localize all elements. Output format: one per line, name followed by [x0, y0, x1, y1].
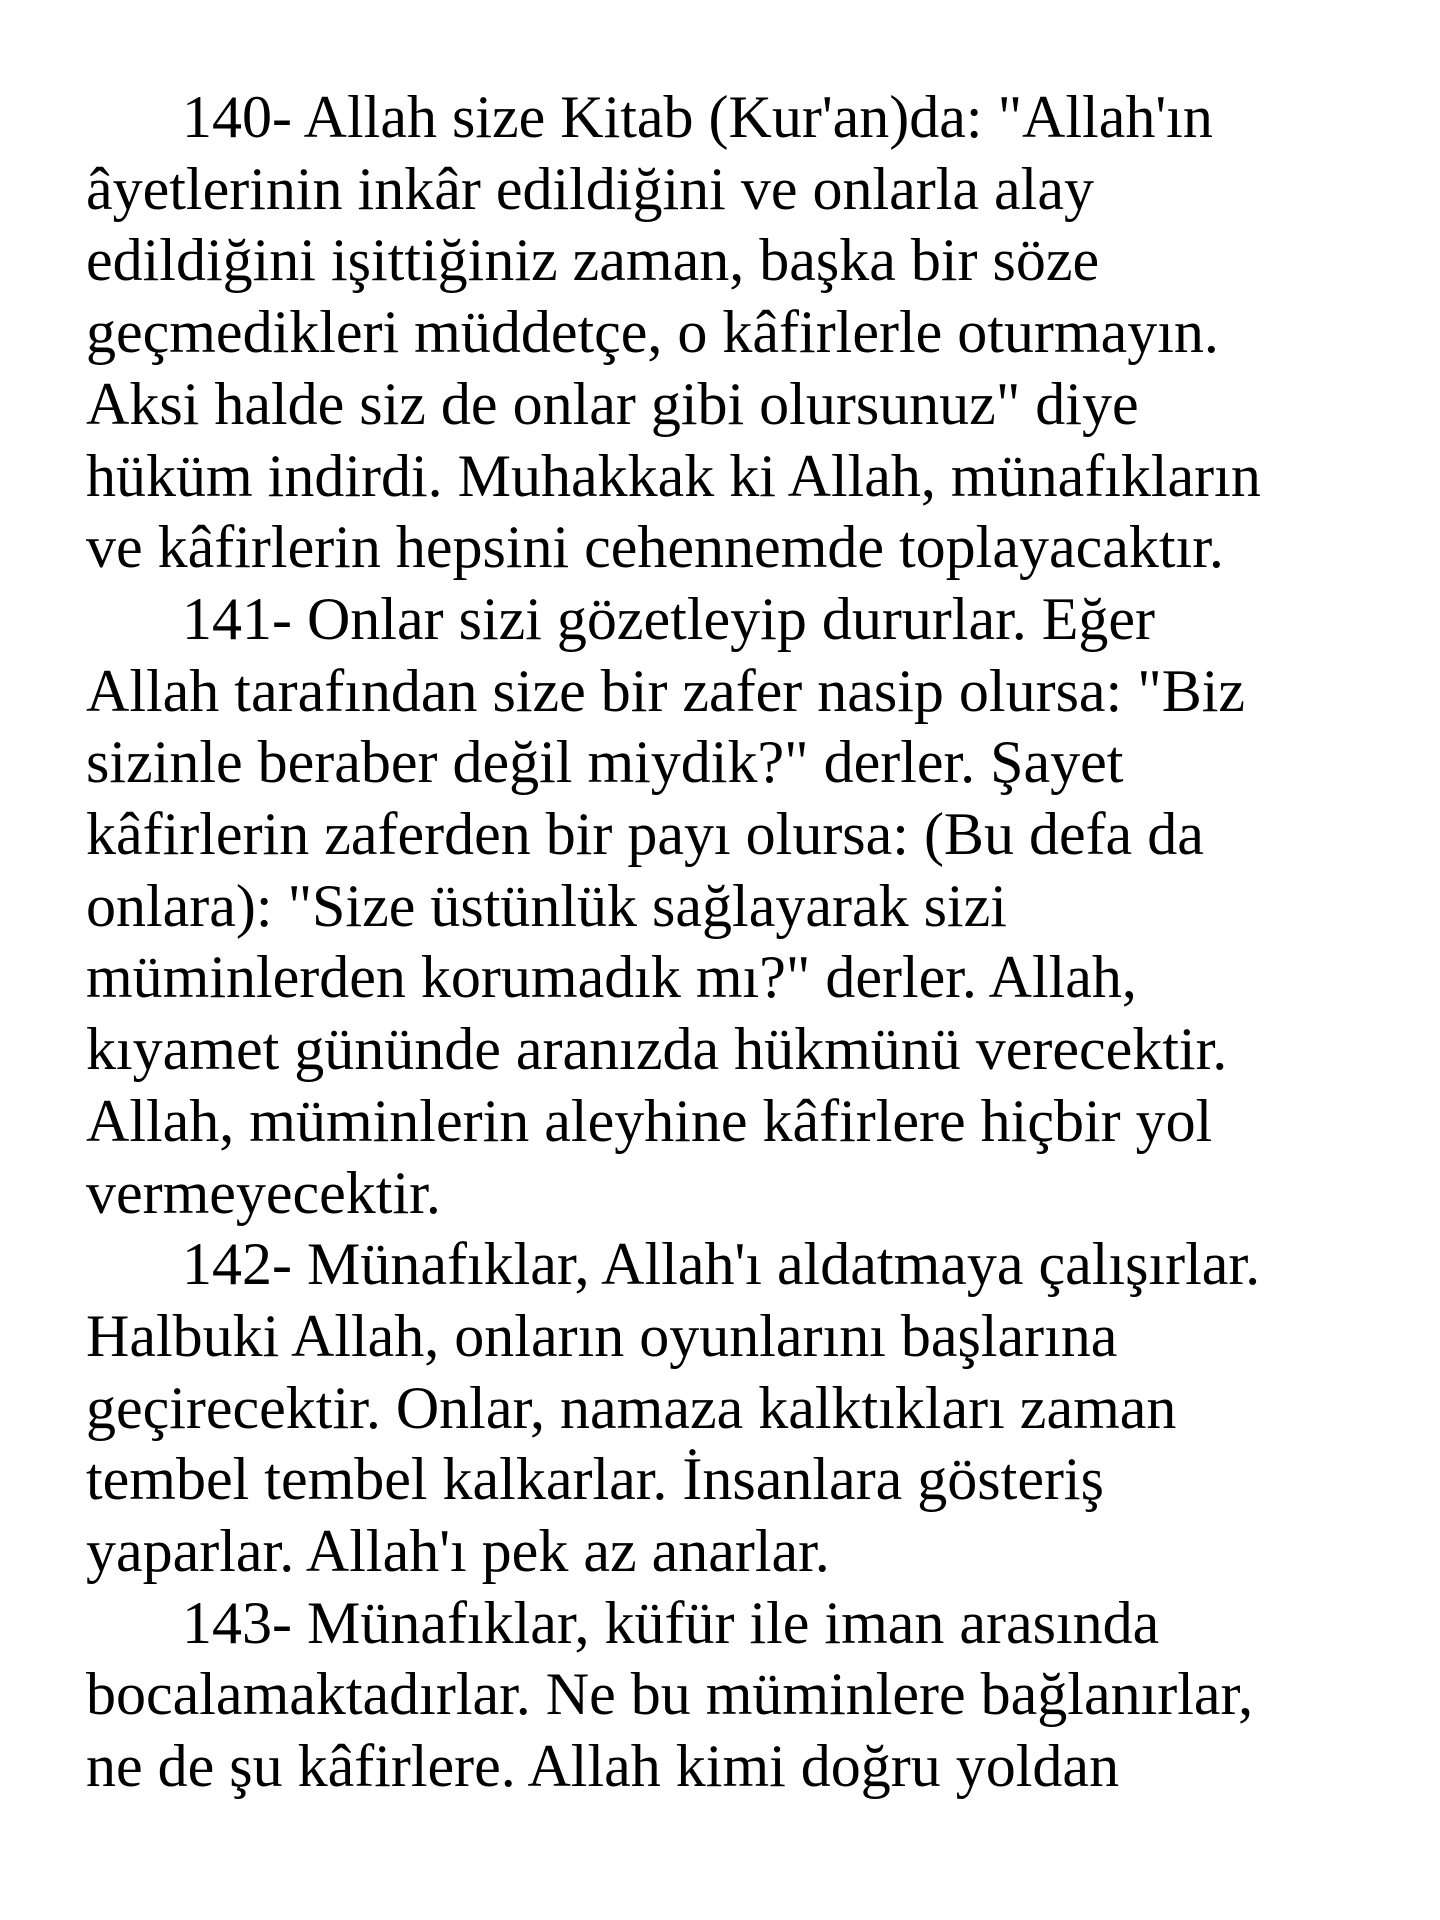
- text-line: müminlerden korumadık mı?" derler. Allah,: [86, 944, 1137, 1011]
- text-line: 141- Onlar sizi gözetleyip dururlar. Eğer: [182, 585, 1156, 652]
- text-line: âyetlerinin inkâr edildiğini ve onlarla alay: [86, 155, 1094, 222]
- text-line: 142- Münafıklar, Allah'ı aldatmaya çalışırlar.: [182, 1231, 1261, 1298]
- text-line: sizinle beraber değil miydik?" derler. Şayet: [86, 729, 1124, 796]
- text-line: edildiğini işittiğiniz zaman, başka bir söze: [86, 227, 1100, 294]
- text-line: hüküm indirdi. Muhakkak ki Allah, münafıkların: [86, 442, 1261, 509]
- verse-140: [86, 82, 1406, 584]
- text-line: onlara): "Size üstünlük sağlayarak sizi: [86, 872, 1007, 939]
- text-line: Allah tarafından size bir zafer nasip olursa: "Biz: [86, 657, 1246, 724]
- text-line: geçirecektir. Onlar, namaza kalktıkları zaman: [86, 1374, 1177, 1441]
- document-page: [86, 82, 1406, 1803]
- text-line: geçmedikleri müddetçe, o kâfirlerle oturmayın.: [86, 299, 1219, 366]
- text-line: yaparlar. Allah'ı pek az anarlar.: [86, 1518, 830, 1585]
- text-line: Allah, müminlerin aleyhine kâfirlere hiçbir yol: [86, 1087, 1213, 1154]
- text-line: kıyamet gününde aranızda hükmünü verecektir.: [86, 1016, 1228, 1083]
- verse-143: [86, 1588, 1406, 1803]
- text-line: tembel tembel kalkarlar. İnsanlara gösteriş: [86, 1446, 1104, 1513]
- text-line: vermeyecektir.: [86, 1159, 441, 1226]
- text-line: ve kâfirlerin hepsini cehennemde toplayacaktır.: [86, 514, 1224, 581]
- text-line: bocalamaktadırlar. Ne bu müminlere bağlanırlar,: [86, 1661, 1254, 1728]
- text-line: Aksi halde siz de onlar gibi olursunuz" diye: [86, 370, 1139, 437]
- text-line: Halbuki Allah, onların oyunlarını başlarına: [86, 1302, 1118, 1369]
- text-line: 140- Allah size Kitab (Kur'an)da: "Allah'ın: [182, 84, 1213, 150]
- verse-141: [86, 584, 1406, 1229]
- verse-142: [86, 1229, 1406, 1588]
- text-line: kâfirlerin zaferden bir payı olursa: (Bu defa da: [86, 801, 1204, 868]
- text-line: 143- Münafıklar, küfür ile iman arasında: [182, 1589, 1160, 1656]
- text-line: ne de şu kâfirlere. Allah kimi doğru yoldan: [86, 1733, 1120, 1800]
